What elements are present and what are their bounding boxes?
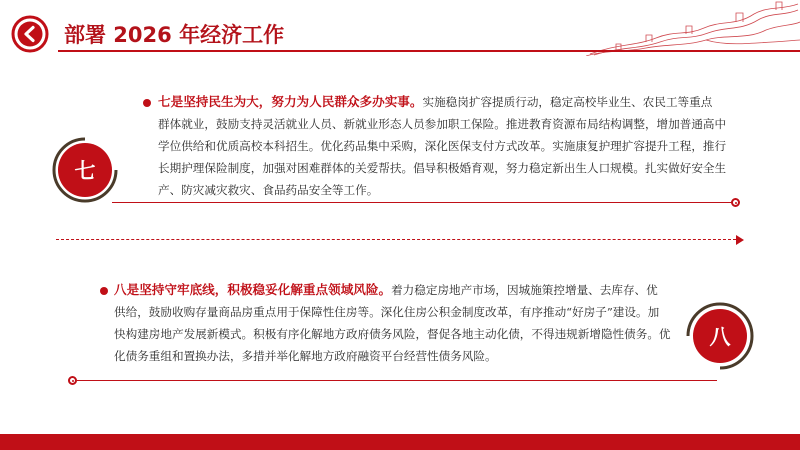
section-divider [56, 239, 736, 240]
section-badge-8: 八 [693, 309, 747, 363]
section-7-rule [112, 202, 734, 203]
section-badge-7: 七 [58, 143, 112, 197]
section-7-end-dot [731, 198, 740, 207]
section-8-rule [77, 380, 717, 381]
section-8-text: 八是坚持守牢底线，积极稳妥化解重点领域风险。着力稳定房地产市场，因城施策控增量、去库存、优 供给，鼓励收购存量商品房重点用于保障性住房等。深化住房公积金制度改革，有序推动“好房子”建设。加 快构建房地产发展新模式。积极有序化解地方政府债务风险，督促各地主动化债，不得违规新增隐性债务。优 化债务重组和置换办法，多措并举化解地方政府融资平台经营性债务风险。 [114, 282, 671, 363]
arrow-right-icon [734, 234, 746, 246]
bullet-7 [143, 99, 151, 107]
section-7-lead: 七是坚持民生为大，努力为人民群众多办实事。 [158, 94, 423, 109]
bullet-8 [100, 287, 108, 295]
great-wall-icon [586, 0, 800, 56]
section-7-text: 七是坚持民生为大，努力为人民群众多办实事。实施稳岗扩容提质行动，稳定高校毕业生、农民工等重点 群体就业，鼓励支持灵活就业人员、新就业形态人员参加职工保险。推进教育资源布局结构调整，增加普通高中 学位供给和优质高校本科招生。优化药品集中采购，深化医保支付方式改革。实施康复护理扩容提升工程，推行 长期护理保险制度，加强对困难群体的关爱帮扶。倡导积极婚育观，努力稳定新出生人口规模。扎实做好安全生 产、防灾减灾救灾、食品药品安全等工作。 [158, 94, 727, 197]
page-title: 部署 2026 年经济工作 [64, 23, 285, 47]
section-8-lead: 八是坚持守牢底线，积极稳妥化解重点领域风险。 [114, 282, 392, 297]
footer-bar [0, 434, 800, 450]
section-8-end-dot [68, 376, 77, 385]
chevron-left-icon[interactable] [11, 15, 49, 53]
